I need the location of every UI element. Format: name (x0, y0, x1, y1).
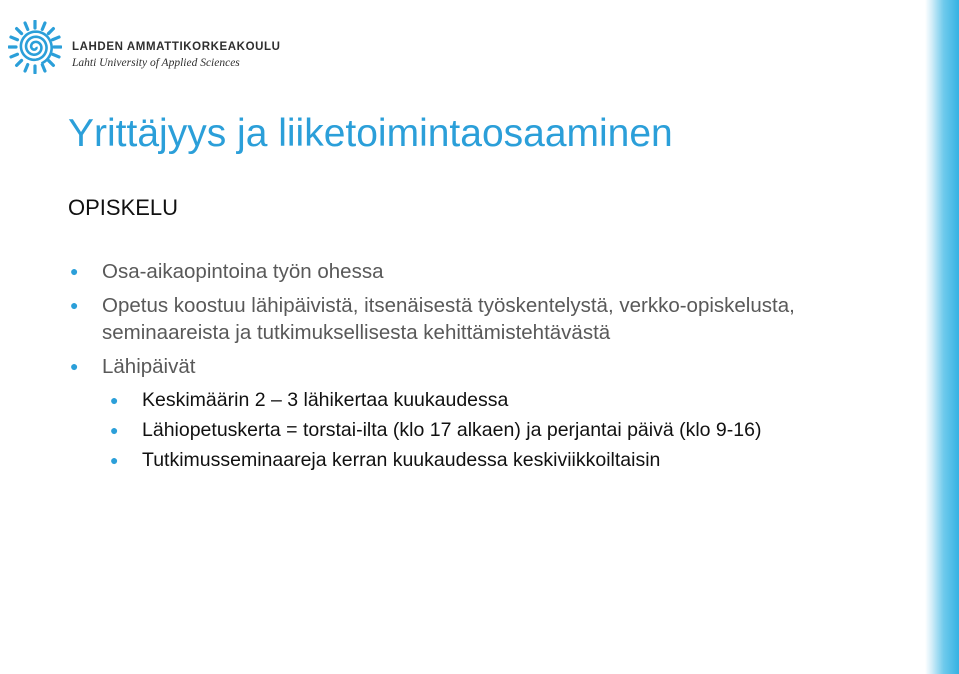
bullet-icon: ● (70, 358, 79, 374)
slide-subtitle: OPISKELU (68, 195, 179, 220)
list-item (70, 387, 880, 414)
list-item (70, 417, 880, 444)
sun-spiral-icon (8, 20, 62, 74)
bullet-icon: ● (110, 392, 119, 408)
list-item-text: Opetus koostuu lähipäivistä, itsenäisestä työskentelystä, verkko-opiskelusta, seminaareista ja tutkimuksellisesta kehittämistehtävästä (102, 294, 795, 344)
list-item-text: Lähiopetuskerta = torstai-ilta (klo 17 alkaen) ja perjantai päivä (klo 9-16) (142, 419, 762, 441)
list-item-text: Osa-aikaopintoina työn ohessa (102, 260, 384, 283)
logo-name: LAHDEN AMMATTIKORKEAKOULU (72, 41, 281, 53)
logo (8, 20, 281, 76)
logo-subtitle: Lahti University of Applied Sciences (72, 57, 240, 69)
list-item-text: Tutkimusseminaareja kerran kuukaudessa keskiviikkoiltaisin (142, 449, 661, 471)
bullet-list (70, 258, 880, 477)
bullet-icon: ● (110, 452, 119, 468)
decorative-side-bar (925, 0, 959, 674)
bullet-icon: ● (110, 422, 119, 438)
list-item (70, 447, 880, 474)
list-item (70, 258, 880, 285)
list-item (70, 353, 880, 380)
list-item (70, 292, 880, 346)
list-item-text: Lähipäivät (102, 355, 196, 378)
slide-title: Yrittäjyys ja liiketoimintaosaaminen (68, 112, 673, 155)
bullet-icon: ● (70, 263, 79, 279)
list-item-text: Keskimäärin 2 – 3 lähikertaa kuukaudessa (142, 389, 509, 411)
bullet-icon: ● (70, 297, 79, 313)
